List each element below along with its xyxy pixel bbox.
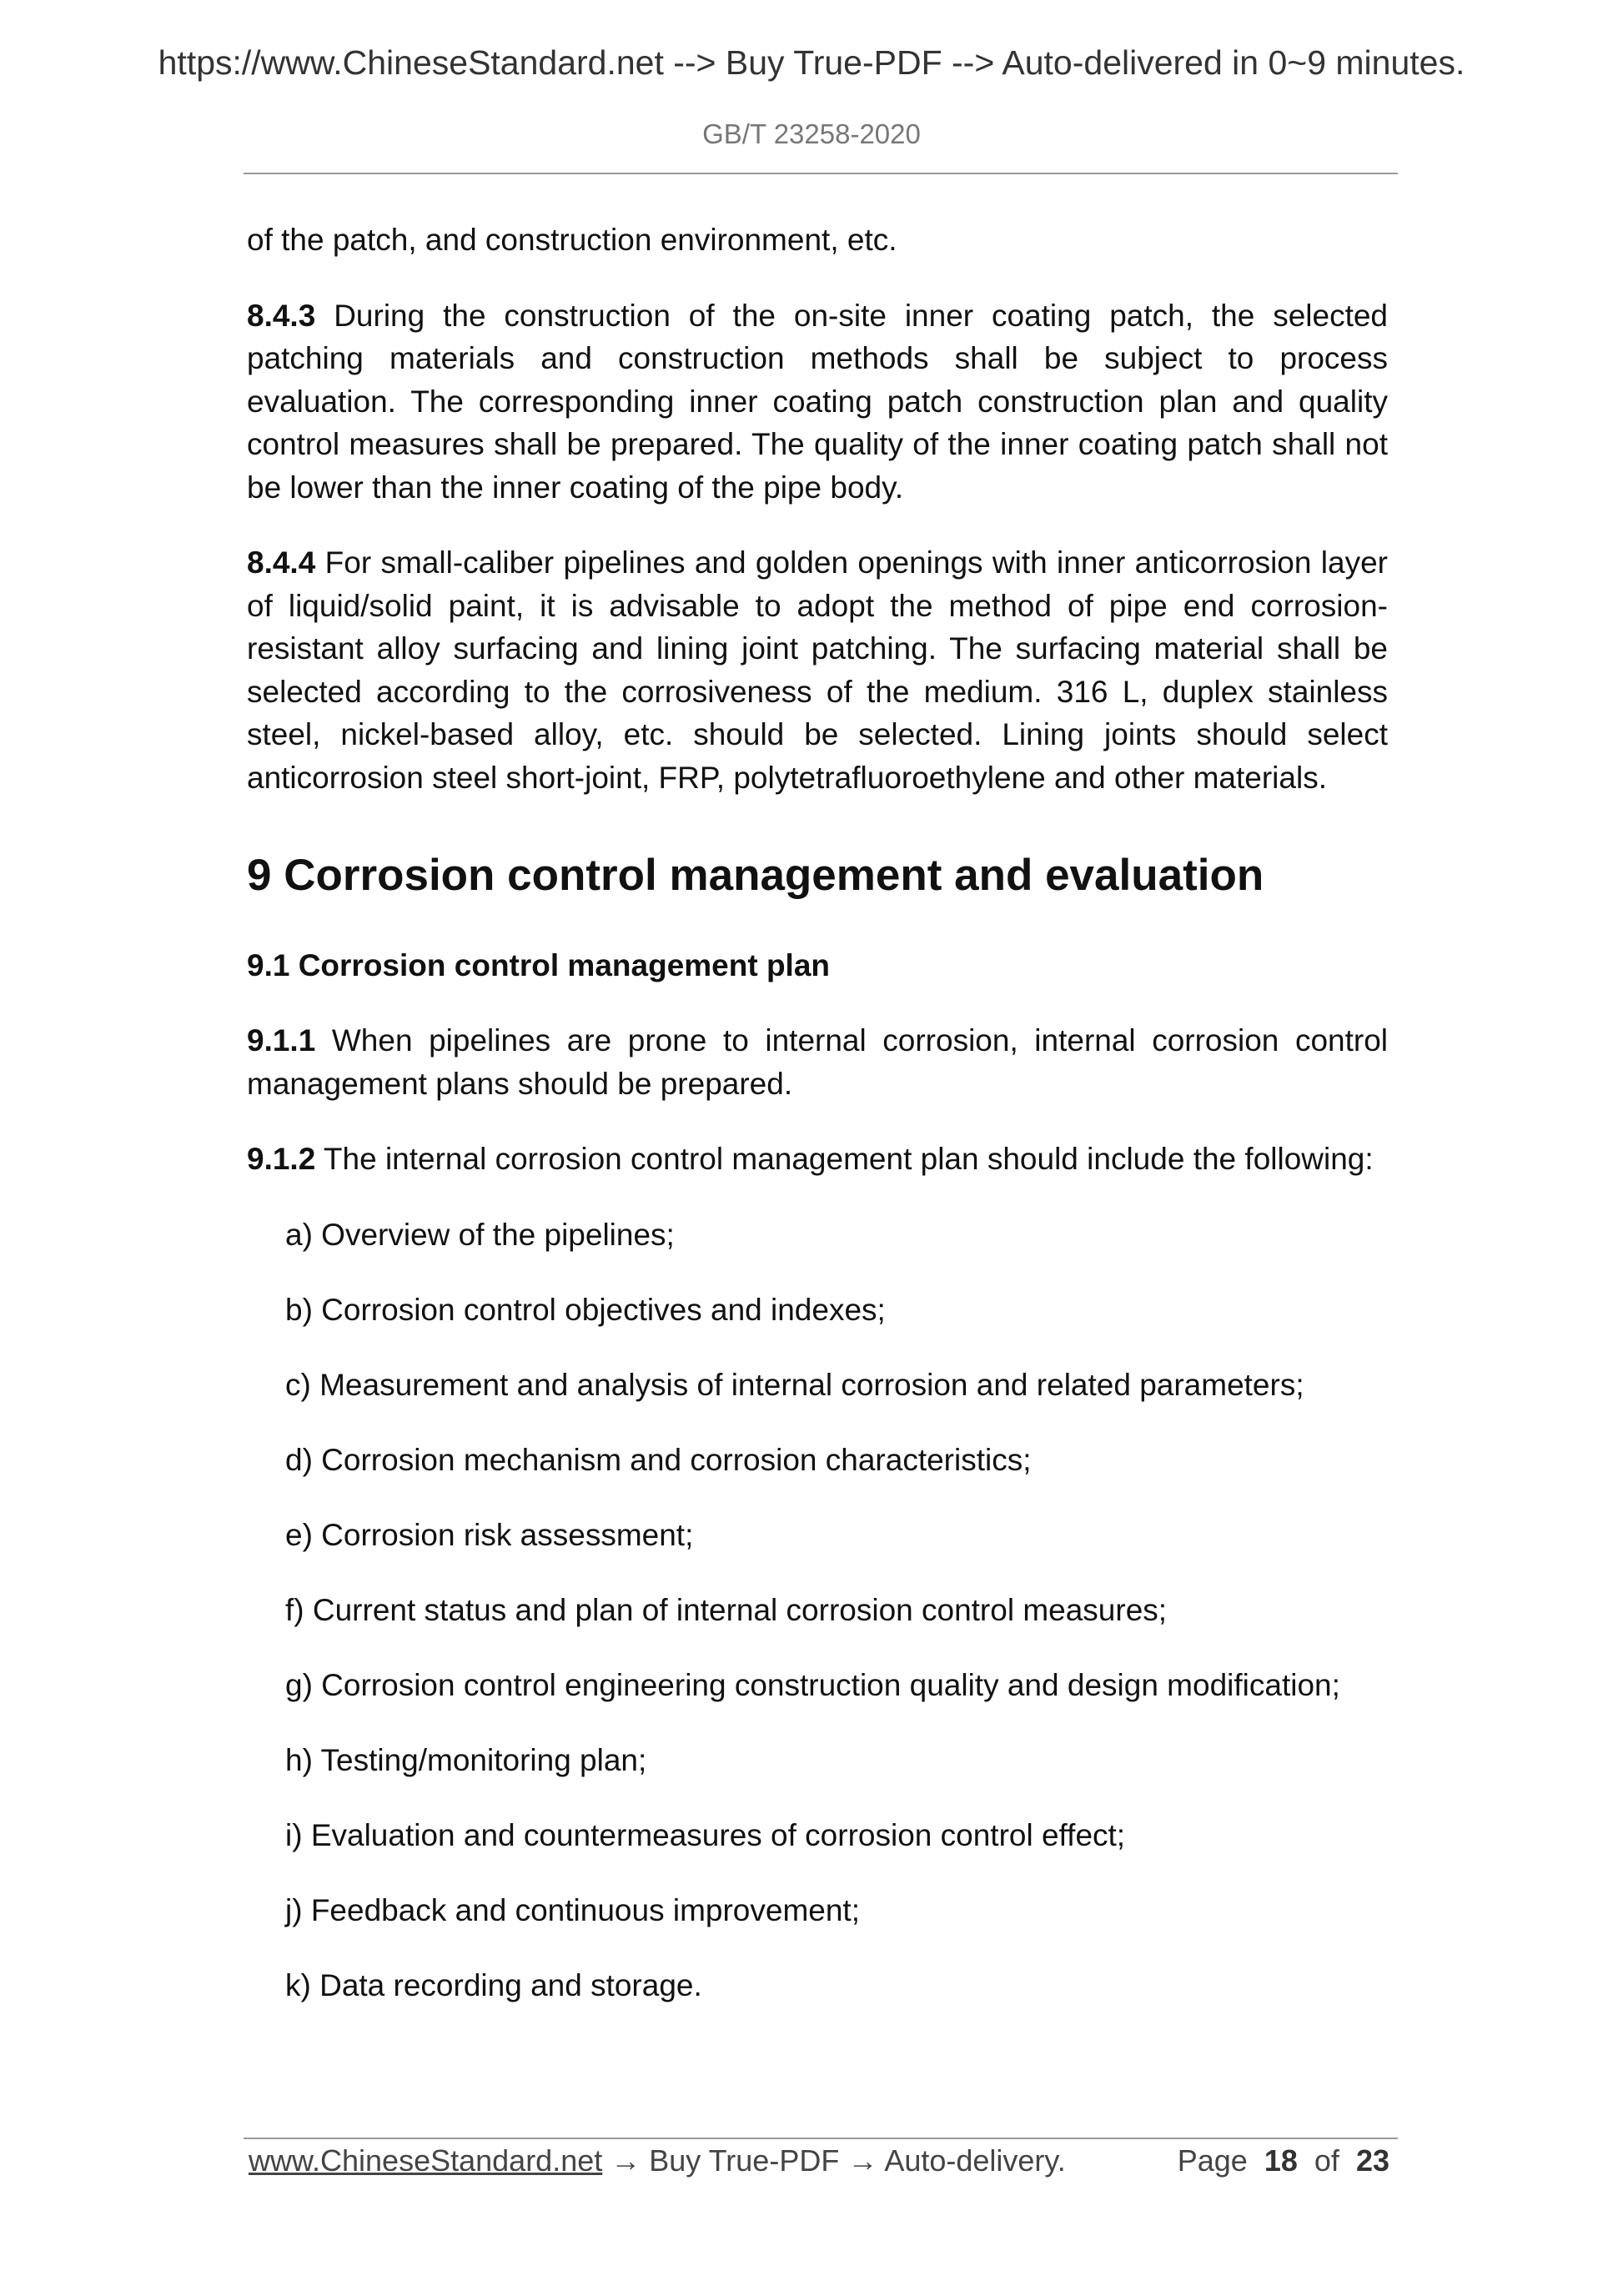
standard-code: GB/T 23258-2020	[702, 118, 921, 149]
clause-number: 9.1.2	[247, 1142, 316, 1176]
list-item: b) Corrosion control objectives and indexes;	[285, 1292, 886, 1327]
list-item: h) Testing/monitoring plan;	[285, 1742, 647, 1777]
continuation-paragraph: of the patch, and construction environment, etc.	[247, 223, 897, 257]
list-item: g) Corrosion control engineering construction quality and design modification;	[285, 1667, 1340, 1702]
list-item: k) Data recording and storage.	[285, 1967, 702, 2002]
of-word: of	[1314, 2143, 1339, 2178]
site-link[interactable]: www.ChineseStandard.net	[249, 2143, 603, 2178]
page-content	[247, 219, 1388, 2007]
list-item: d) Corrosion mechanism and corrosion characteristics;	[285, 1442, 1032, 1477]
clause-number: 8.4.3	[247, 298, 316, 333]
page-footer	[249, 2143, 1389, 2185]
clause-number: 8.4.4	[247, 545, 316, 580]
clause-text: The internal corrosion control management plan should include the following:	[323, 1142, 1374, 1176]
section-heading-9-1: 9.1 Corrosion control management plan	[247, 948, 831, 982]
list-item: f) Current status and plan of internal corrosion control measures;	[285, 1592, 1168, 1627]
clause-text: During the construction of the on-site inner coating patch, the selected patching materials and construction methods shall be subject to process evaluation. The corresponding inner coating patch construction plan and quality control measures shall be prepared. The quality of the inner coating patch shall not be lower than the inner coating of the pipe body.	[247, 298, 1389, 505]
page-total: 23	[1355, 2143, 1389, 2178]
list-item: c) Measurement and analysis of internal corrosion and related parameters;	[285, 1367, 1304, 1402]
section-heading-9: 9 Corrosion control management and evaluation	[247, 851, 1264, 900]
list-item: i) Evaluation and countermeasures of corrosion control effect;	[285, 1817, 1126, 1852]
clause-8-4-4	[247, 541, 1388, 799]
footer-tagline: → Buy True-PDF → Auto-delivery.	[602, 2143, 1066, 2178]
list-item: a) Overview of the pipelines;	[285, 1217, 675, 1252]
page-current: 18	[1264, 2143, 1298, 2178]
list-item: e) Corrosion risk assessment;	[285, 1517, 694, 1552]
clause-text: For small-caliber pipelines and golden openings with inner anticorrosion layer of liquid/solid paint, it is advisable to adopt the method of pipe end corrosion-resistant alloy surfacing and lining joint patching. The surfacing material shall be selected according to the corrosiveness of the medium. 316 L, duplex stainless steel, nickel-based alloy, etc. should be selected. Lining joints should select anticorrosion steel short-joint, FRP, polytetrafluoroethylene and other materials.	[247, 545, 1388, 795]
clause-8-4-3	[247, 294, 1388, 510]
top-banner: https://www.ChineseStandard.net --> Buy True-PDF --> Auto-delivered in 0~9 minutes.	[158, 43, 1465, 82]
clause-9-1-2	[247, 1138, 1388, 1181]
plan-contents-list	[247, 1213, 1388, 2007]
list-item: j) Feedback and continuous improvement;	[285, 1892, 860, 1927]
clause-number: 9.1.1	[247, 1023, 316, 1058]
page-word: Page	[1177, 2143, 1248, 2178]
clause-text: When pipelines are prone to internal corrosion, internal corrosion control management plans should be prepared.	[247, 1023, 1389, 1101]
page-indicator	[1178, 2143, 1389, 2178]
header-divider	[244, 173, 1398, 174]
footer-promo	[249, 2143, 1066, 2178]
clause-9-1-1	[247, 1019, 1388, 1105]
footer-divider	[244, 2138, 1398, 2139]
